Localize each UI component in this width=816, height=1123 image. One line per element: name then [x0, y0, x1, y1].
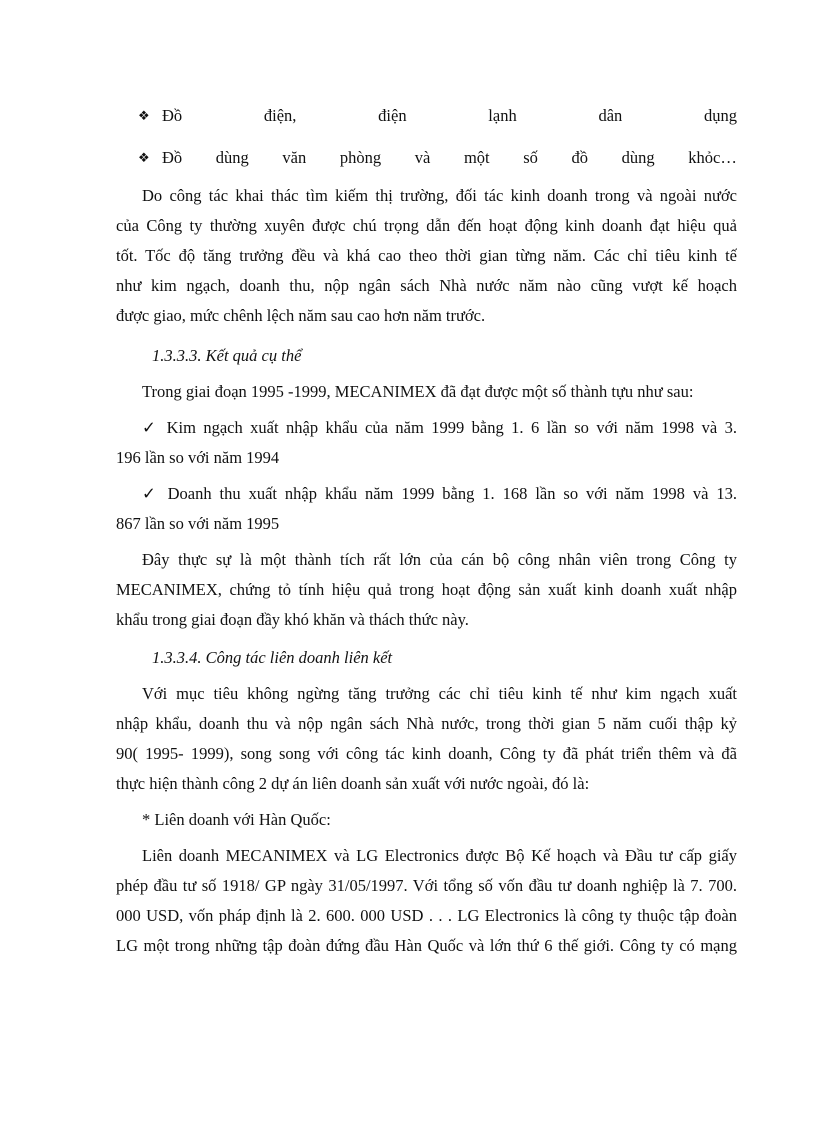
bullet-text: Đồ điện, điện lạnh dân dụng	[162, 106, 737, 125]
bullet-item	[138, 143, 737, 173]
paragraph: Trong giai đoạn 1995 -1999, MECANIMEX đã đạt được một số thành tựu như sau:	[142, 382, 694, 401]
paragraph: Đây thực sự là một thành tích rất lớn của cán bộ công nhân viên trong Công ty MECANIMEX, chứng tỏ tính hiệu quả trong hoạt động sản xuất kinh doanh xuất nhập khẩu trong giai đoạn đầy khó khăn và thách thức này.	[116, 550, 737, 629]
paragraph: Do công tác khai thác tìm kiếm thị trường, đối tác kinh doanh trong và ngoài nước của Công ty thường xuyên được chú trọng dẫn đến hoạt động kinh doanh đạt hiệu quả tốt. Tốc độ tăng trưởng đều và khá cao theo thời gian từng năm. Các chỉ tiêu kinh tế như kim ngạch, doanh thu, nộp ngân sách Nhà nước năm nào cũng vượt kế hoạch được giao, mức chênh lệch năm sau cao hơn năm trước.	[116, 186, 737, 325]
list-item: * Liên doanh với Hàn Quốc:	[142, 810, 331, 829]
check-icon: ✓	[142, 418, 160, 437]
paragraph: Liên doanh MECANIMEX và LG Electronics được Bộ Kế hoạch và Đầu tư cấp giấy phép đầu tư số 1918/ GP ngày 31/05/1997. Với tổng số vốn đầu tư doanh nghiệp là 7. 700. 000 USD, vốn pháp định là 2. 600. 000 USD . . . LG Electronics là công ty thuộc tập đoàn LG một trong những tập đoàn đứng đầu Hàn Quốc và lớn thứ 6 thế giới. Công ty có mạng	[116, 846, 737, 955]
section-heading: 1.3.3.3. Kết quả cụ thể	[152, 346, 302, 365]
diamond-bullet-icon: ❖	[138, 108, 150, 123]
check-item: ✓ Kim ngạch xuất nhập khẩu của năm 1999 bằng 1. 6 lần so với năm 1998 và 3. 196 lần so với năm 1994	[116, 413, 737, 473]
diamond-bullet-icon: ❖	[138, 150, 150, 165]
bullet-item	[138, 101, 737, 131]
check-icon: ✓	[142, 484, 160, 503]
check-item-line: ✓ Kim ngạch xuất nhập khẩu của năm 1999 bằng 1. 6 lần so với năm 1998 và 3.	[142, 418, 737, 437]
section-heading: 1.3.3.4. Công tác liên doanh liên kết	[152, 648, 393, 667]
document-page	[116, 96, 737, 961]
check-item-line: ✓ Doanh thu xuất nhập khẩu năm 1999 bằng 1. 168 lần so với năm 1998 và 13.	[142, 484, 737, 503]
bullet-text: Đồ dùng văn phòng và một số đồ dùng khỏc…	[162, 148, 737, 167]
check-item: ✓ Doanh thu xuất nhập khẩu năm 1999 bằng 1. 168 lần so với năm 1998 và 13. 867 lần so với năm 1995	[116, 479, 737, 539]
paragraph: Với mục tiêu không ngừng tăng trưởng các chỉ tiêu kinh tế như kim ngạch xuất nhập khẩu, doanh thu và nộp ngân sách Nhà nước, trong thời gian 5 năm cuối thập kỷ 90( 1995- 1999), song song với công tác kinh doanh, Công ty đã phát triển thêm và đã thực hiện thành công 2 dự án liên doanh sản xuất với nước ngoài, đó là:	[116, 684, 737, 793]
